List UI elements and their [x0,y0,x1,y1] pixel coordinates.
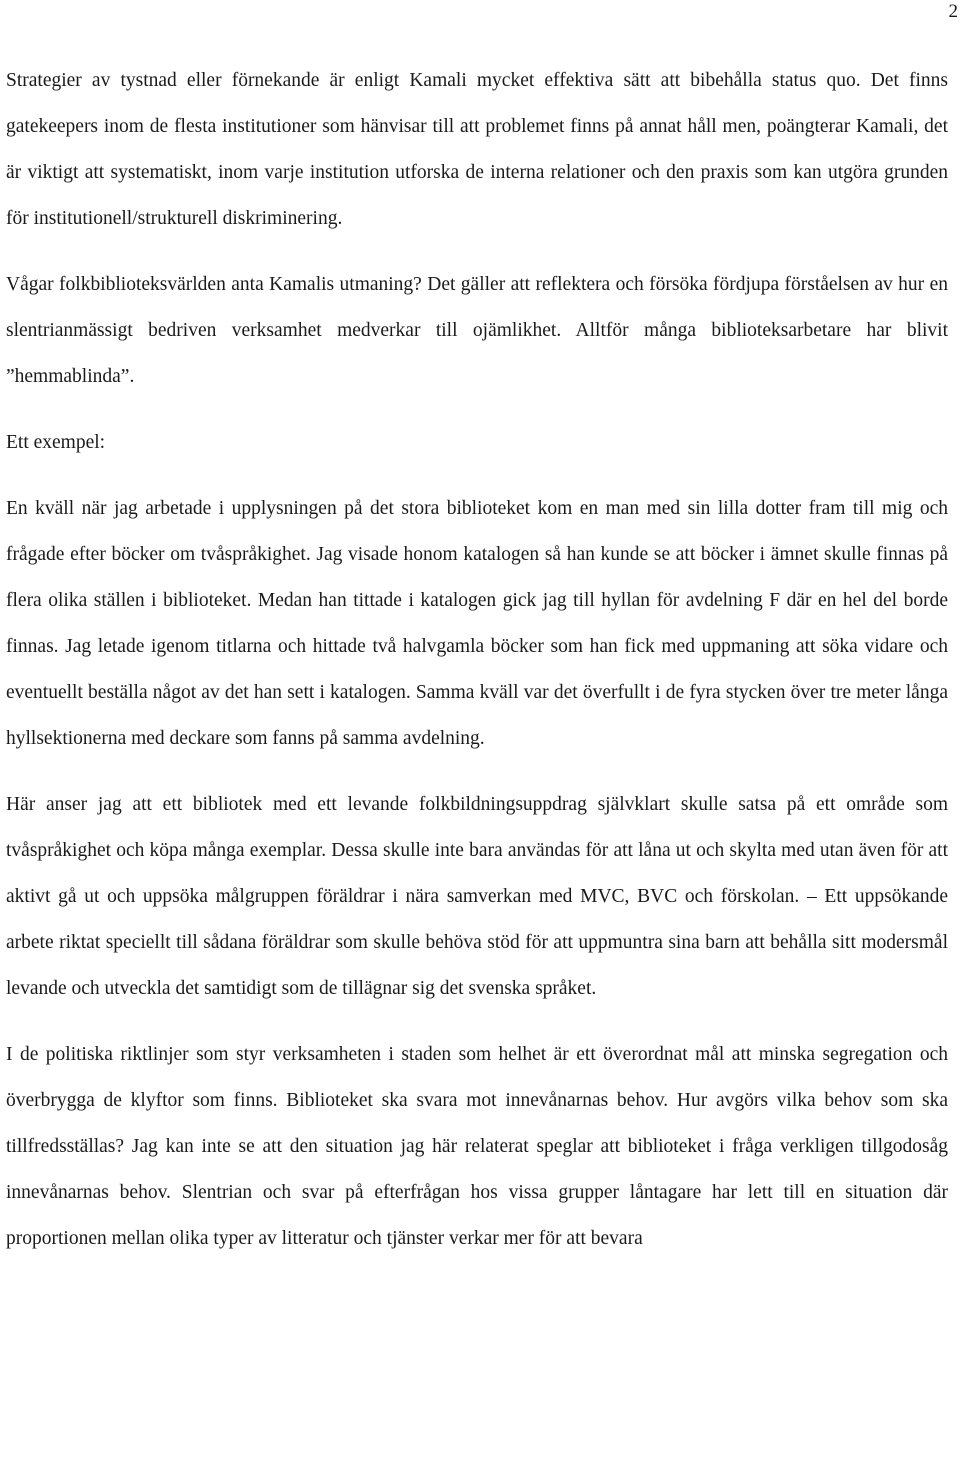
paragraph-challenge-question: Vågar folkbiblioteksvärlden anta Kamalis utmaning? Det gäller att reflektera och försöka fördjupa förståelsen av hur en slentrianmässigt bedriven verksamhet medverkar till ojämlikhet. Alltför många biblioteksarbetare har blivit ”hemmablinda”. [6,274,948,387]
paragraph-political-guidelines: I de politiska riktlinjer som styr verksamheten i staden som helhet är ett överordnat mål att minska segregation och överbrygga de klyftor som finns. Biblioteket ska svara mot innevånarnas behov. Hur avgörs vilka behov som ska tillfredsställas? Jag kan inte se att den situation jag här relaterat speglar att biblioteket i fråga verkligen tillgodosåg innevånarnas behov. Slentrian och svar på efterfrågan hos vissa grupper låntagare har lett till en situation där proportionen mellan olika typer av litteratur och tjänster verkar mer för att bevara [6,1044,948,1249]
page-number: 2 [948,1,958,22]
paragraph-kamali-strategies: Strategier av tystnad eller förnekande är enligt Kamali mycket effektiva sätt att bibehålla status quo. Det finns gatekeepers inom de flesta institutioner som hänvisar till att problemet finns på annat håll men, poängterar Kamali, det är viktigt att systematiskt, inom varje institution utforska de interna relationer och den praxis som kan utgöra grunden för institutionell/strukturell diskriminering. [6,70,948,229]
paragraph-bilingual-library: Här anser jag att ett bibliotek med ett levande folkbildningsuppdrag självklart skulle satsa på ett område som tvåspråkighet och köpa många exemplar. Dessa skulle inte bara användas för att låna ut och skylta med utan även för att aktivt gå ut och uppsöka målgruppen föräldrar i nära samverkan med MVC, BVC och förskolan. – Ett uppsökande arbete riktat speciellt till sådana föräldrar som skulle behöva stöd för att uppmuntra sina barn att behålla sitt modersmål levande och utveckla det samtidigt som de tillägnar sig det svenska språket. [6,794,948,999]
paragraph-example-heading: Ett exempel: [6,432,106,453]
paragraph-example-story: En kväll när jag arbetade i upplysningen på det stora biblioteket kom en man med sin lilla dotter fram till mig och frågade efter böcker om tvåspråkighet. Jag visade honom katalogen så han kunde se att böcker i ämnet skulle finnas på flera olika ställen i biblioteket. Medan han tittade i katalogen gick jag till hyllan för avdelning F där en hel del borde finnas. Jag letade igenom titlarna och hittade två halvgamla böcker som han fick med uppmaning att söka vidare och eventuellt beställa något av det han sett i katalogen. Samma kväll var det överfullt i de fyra stycken över tre meter långa hyllsektionerna med deckare som fanns på samma avdelning. [6,498,948,749]
document-body [6,58,948,1282]
